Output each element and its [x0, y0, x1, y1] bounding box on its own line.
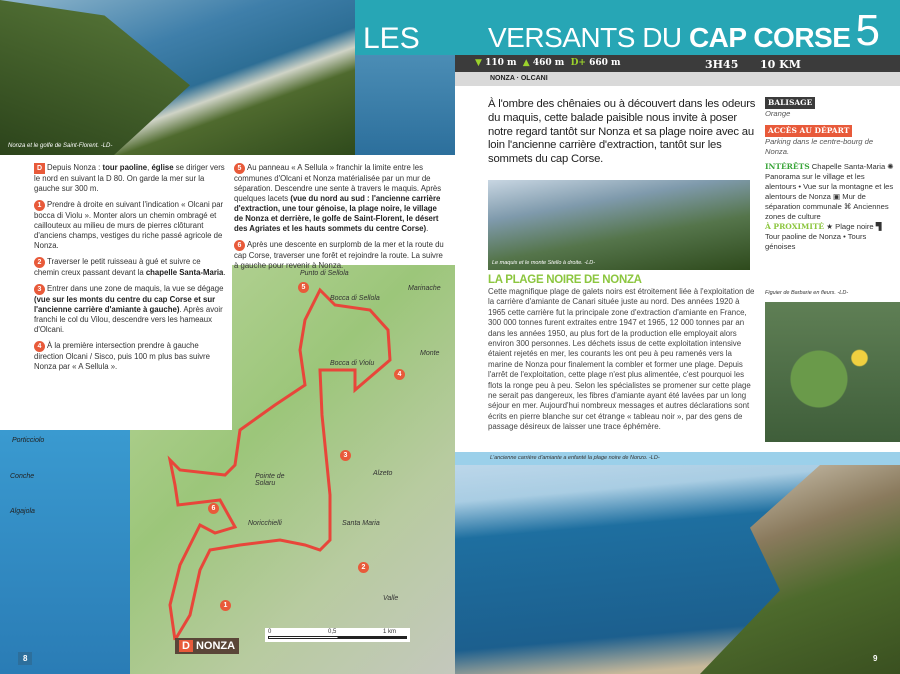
step-text: . [223, 268, 226, 277]
balisage-value: Orange [765, 109, 791, 118]
map-waypoint: 6 [208, 503, 219, 514]
step-text: tour paoline [102, 163, 148, 172]
route-number: 5 [855, 6, 880, 55]
scale-tick: 0,5 [328, 629, 337, 635]
step-marker: 5 [234, 163, 245, 174]
maquis-photo [488, 180, 750, 270]
photo-caption: Figuier de Barbarie en fleurs. -LD- [765, 290, 849, 296]
section-body: Cette magnifique plage de galets noirs est étroitement liée à l'exploitation de la carrière d'amiante de Canari située juste au nord. Des années 1920 à 1965 cette carrière fut la principale zone d'extraction d'amiante en France, 300 000 tonnes furent extraites entre 1947 et 1965, 12 000 tonnes par an dans les années 1950, au plus fort de la production elle employait alors environ 300 personnes. Les déchets issus de cette exploitation intensive étaient rejetés en mer, les courants les ont peu à peu ramenés vers la marine de Nonza pour finalement la combler et former une plage. Depuis l'arrêt de l'exploitation, cette plage n'est plus alimentée, c'est pourquoi les flots la ronge peu à peu. Selon les spécialistes se promener sur cette plage ne serait pas dangereux, les fibres d'amiante ayant été lavées par un long séjour en mer. Aujourd'hui nombreux messages et autres déclarations sont écrits en pierre blanche sur cet étrange « tableau noir », par des gens de passage désireux de laisser une trace éphémère. [488, 287, 755, 432]
distance: 10 KM [760, 58, 801, 71]
step-marker: 3 [34, 284, 45, 295]
map-label: Punto di Sellola [300, 270, 349, 277]
route-step [34, 200, 226, 251]
route-step [234, 240, 447, 271]
map-waypoint: 5 [298, 282, 309, 293]
photo-caption: L'ancienne carrière d'amiante a enfanté la plage noire de Nonzo. -LD- [455, 452, 900, 465]
route-steps-continued [232, 155, 455, 270]
step-text: Entrer dans une zone de maquis, la vue se dégage [47, 284, 224, 293]
start-name: NONZA [195, 640, 236, 652]
step-text: se diriger vers le nord en suivant la D 80. On garde la mer sur la gauche sur 300 m. [34, 163, 225, 193]
step-marker: 1 [34, 200, 45, 211]
proximite-value: ★ Plage noire ▜ Tour paoline de Nonza • Tours génoises [765, 222, 882, 251]
map-waypoint: 3 [340, 450, 351, 461]
step-text: (vue sur les monts du centre du cap Corse et sur l'ancienne carrière d'amiante à gauche) [34, 295, 216, 314]
step-text: église [151, 163, 174, 172]
step-marker: D [34, 163, 45, 174]
step-text: (vue du nord au sud : l'ancienne carrière d'extraction, une tour génoise, la plage noire, le village de Nonza et derrière, le golfe de Saint-Florent, le désert des Agriates et les hauts sommets du centre Corse) [234, 194, 441, 233]
map-label: Valle [383, 595, 399, 602]
step-text: chapelle Santa-Maria [145, 268, 224, 277]
step-text: Prendre à droite en suivant l'indication « Olcani par bocca di Violu ». Monter alors un chemin ombragé et caillouteux au milieu de murs de pierres clôturant d'anciens champs, vestiges du riche passé agricole de Nonza. [34, 200, 224, 250]
map-label: Santa Maria [342, 520, 380, 527]
step-text: Depuis Nonza : [47, 163, 103, 172]
map-label: Noricchielli [248, 520, 282, 527]
proximite-label: À PROXIMITÉ [765, 222, 825, 231]
alt-max: 460 m [532, 58, 565, 68]
step-marker: 2 [34, 257, 45, 268]
map-label: Marinache [408, 285, 441, 292]
step-text: Après une descente en surplomb de la mer et la route du cap Corse, traverser une forêt et rejoindre la route. La suivre à gauche pour revenir à Nonza. [234, 240, 444, 270]
sea-area [0, 430, 140, 674]
stats-bar: ▼ 110 m ▲ 460 m D+ 660 m 3H45 10 KM [455, 55, 900, 72]
route-steps [0, 155, 232, 430]
step-text: Traverser le petit ruisseau à gué et suivre ce chemin creux passant devant la [34, 257, 201, 277]
route-step [34, 163, 226, 194]
cactus-photo [765, 302, 900, 442]
coast-photo [0, 0, 355, 155]
map-scale [265, 628, 410, 642]
map-label: Conche [10, 473, 35, 480]
start-label [175, 638, 239, 654]
interets-label: INTÉRÊTS [765, 162, 810, 171]
intro-text: À l'ombre des chênaies ou à découvert dans les odeurs du maquis, cette balade paisible nous invite à poser notre regard tantôt sur Nonza et sa plage noire avec au loin l'ancienne carrière d'extraction, tantôt sur les sommets du cap Corse. [488, 98, 756, 166]
route-step [34, 341, 226, 372]
page-number: 9 [873, 654, 878, 663]
chapter-label: LES [355, 0, 455, 55]
start-marker: D [179, 640, 193, 652]
alt-min: 110 m [485, 58, 517, 68]
photo-caption: Nonza et le golfe de Saint-Florent. -LD- [8, 143, 113, 149]
dplus: 660 m [589, 58, 621, 68]
map-label: Algajola [10, 508, 35, 515]
page-header [455, 0, 900, 55]
scale-tick: 0 [268, 629, 272, 635]
step-text: À la première intersection prendre à gauche direction Olcani / Sisco, puis 100 m plus bas suivre Nonza par « A Sellula ». [34, 341, 210, 371]
step-marker: 6 [234, 240, 245, 251]
route-step [234, 163, 447, 234]
section-heading: LA PLAGE NOIRE DE NONZA [488, 274, 642, 286]
acces-value: Parking dans le centre-bourg de Nonza. [765, 137, 874, 156]
route-title: VERSANTS DU CAP CORSE [488, 22, 851, 53]
photo-caption: Le maquis et le monte Stello à droite. -LD- [492, 260, 596, 266]
map-label: Pointe de Solaru [255, 473, 285, 487]
map-waypoint: 2 [358, 562, 369, 573]
beach-photo [455, 465, 900, 674]
duration: 3H45 [705, 58, 739, 71]
scale-tick: 1 km [383, 629, 397, 635]
page-number: 8 [18, 652, 32, 665]
map-label: Porticciolo [12, 437, 45, 444]
step-text: , [147, 163, 152, 172]
step-text: Au panneau « A Sellula » franchir la limite entre les communes d'Olcani et Nonza matérialisée par un mur de séparation. Descendre une sente à travers le maquis. Après quelques lacets [234, 163, 442, 203]
map-label: Bocca di Violu [330, 360, 375, 367]
balisage-label: BALISAGE [765, 97, 815, 109]
sea-photo [355, 55, 455, 155]
step-marker: 4 [34, 341, 45, 352]
map-label: Alzeto [373, 470, 393, 477]
map-label: Monte [420, 350, 440, 357]
route-step [34, 284, 226, 335]
dplus-label: D+ [570, 58, 586, 68]
interets-value: Chapelle Santa-Maria ✺ Panorama sur le village et les alentours • Vue sur la montagne et les alentours de Nonza ▣ Mur de séparation communale ⌘ Anciennes zones de culture [765, 162, 894, 221]
route-endpoints: NONZA · OLCANI [455, 72, 900, 86]
map-waypoint: 1 [220, 600, 231, 611]
map-label: Bocca di Sellola [330, 295, 380, 302]
step-text: . Après avoir franchi le col du Vilou, descendre vers les hameaux d'Olcani. [34, 305, 223, 334]
map-waypoint: 4 [394, 369, 405, 380]
step-text: . [426, 224, 429, 233]
info-sidebar [765, 97, 895, 252]
route-step [34, 257, 226, 278]
acces-label: ACCÈS AU DÉPART [765, 125, 852, 137]
